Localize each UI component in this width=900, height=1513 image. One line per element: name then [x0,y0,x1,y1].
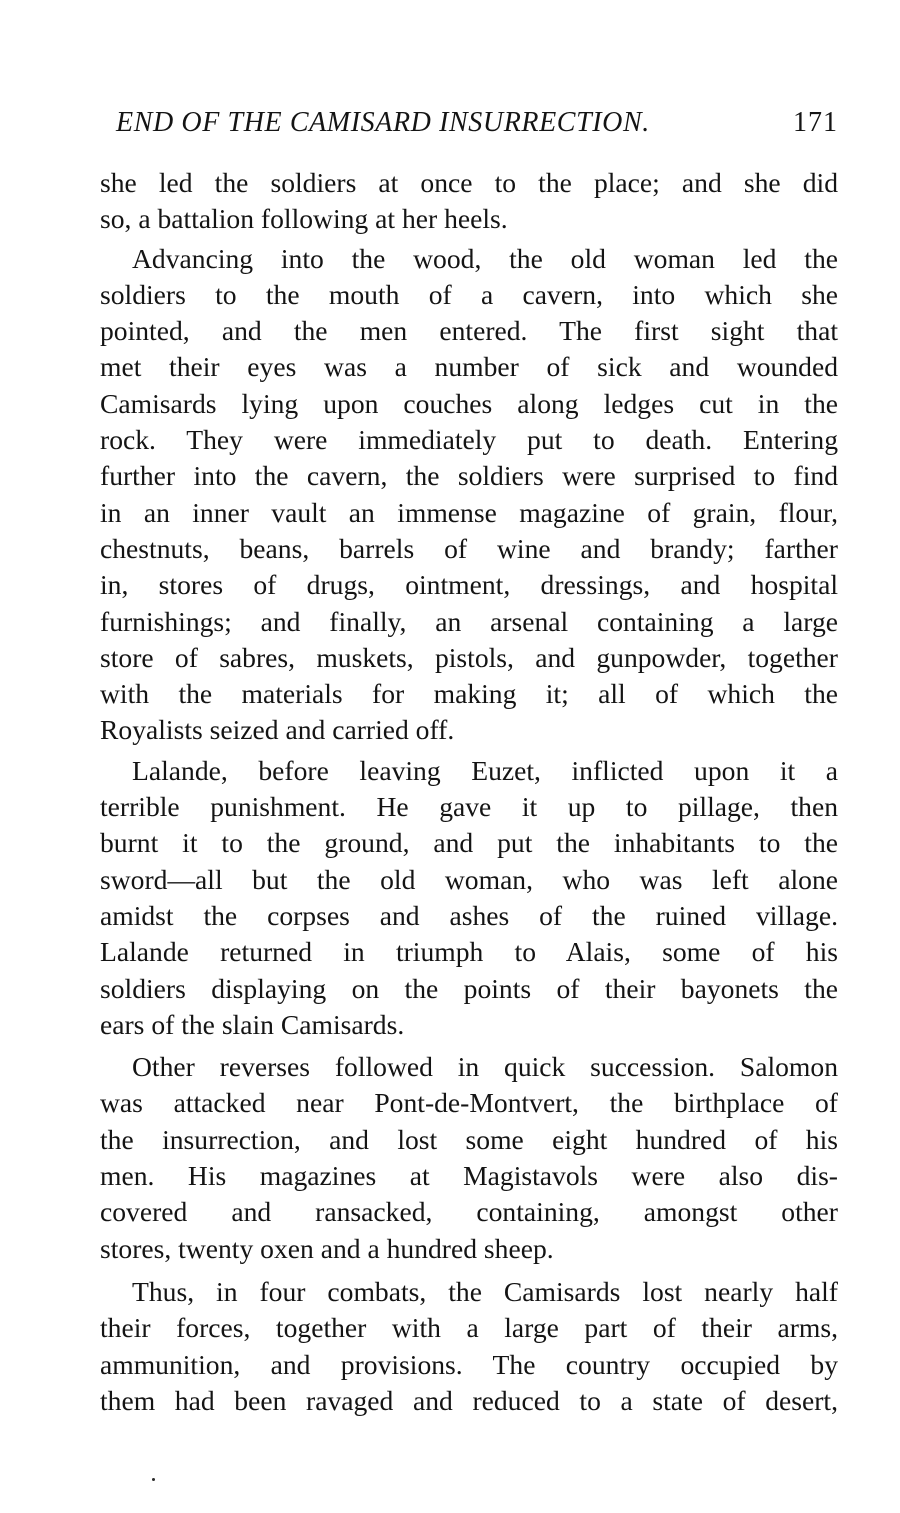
text-line: Other reverses followed in quick succession. Salomon [132,1051,838,1083]
paragraph-1 [100,165,838,238]
text-line: Lalande returned in triumph to Alais, some of his [100,936,838,968]
text-line: furnishings; and finally, an arsenal containing a large [100,605,838,637]
text-line: their forces, together with a large part of their arms, [100,1312,838,1344]
text-line: met their eyes was a number of sick and wounded [100,351,838,383]
text-line: store of sabres, muskets, pistols, and gunpowder, together [100,641,838,673]
ink-speck [152,1478,155,1481]
text-line: chestnuts, beans, barrels of wine and brandy; farther [100,532,838,564]
text-line: rock. They were immediately put to death. Entering [100,424,838,456]
text-line: further into the cavern, the soldiers were surprised to find [100,460,838,492]
text-line: Thus, in four combats, the Camisards lost nearly half [132,1275,838,1307]
text-line: Advancing into the wood, the old woman led the [132,242,838,274]
text-line: Lalande, before leaving Euzet, inflicted upon it a [132,754,838,786]
text-line: ammunition, and provisions. The country occupied by [100,1348,838,1380]
text-line: soldiers to the mouth of a cavern, into which she [100,278,838,310]
text-line: so, a battalion following at her heels. [100,203,508,235]
text-line: Royalists seized and carried off. [100,714,455,746]
paragraph-3 [100,753,838,1043]
text-line: amidst the corpses and ashes of the ruined village. [100,899,838,931]
text-line: was attacked near Pont-de-Montvert, the birthplace of [100,1087,838,1119]
text-line: the insurrection, and lost some eight hundred of his [100,1123,838,1155]
running-head-title: END OF THE CAMISARD INSURRECTION. [116,107,650,138]
text-line: in, stores of drugs, ointment, dressings, and hospital [100,569,838,601]
text-line: burnt it to the ground, and put the inhabitants to the [100,827,838,859]
text-line: covered and ransacked, containing, amongst other [100,1196,838,1228]
paragraph-4 [100,1049,838,1267]
text-line: men. His magazines at Magistavols were also dis- [100,1160,838,1192]
paragraph-5 [100,1274,838,1419]
text-line: stores, twenty oxen and a hundred sheep. [100,1232,554,1264]
text-line: terrible punishment. He gave it up to pillage, then [100,791,838,823]
text-line: them had been ravaged and reduced to a state of desert, [100,1384,838,1416]
running-head [100,103,838,143]
paragraph-2 [100,241,838,749]
text-line: she led the soldiers at once to the place; and she did [100,167,838,198]
text-line: ears of the slain Camisards. [100,1008,405,1040]
body-text [100,165,838,1419]
text-line: pointed, and the men entered. The first sight that [100,315,838,347]
text-line: with the materials for making it; all of which the [100,678,838,710]
text-line: sword—all but the old woman, who was left alone [100,863,838,895]
text-line: in an inner vault an immense magazine of grain, flour, [100,496,838,528]
text-line: Camisards lying upon couches along ledges cut in the [100,387,838,419]
text-line: soldiers displaying on the points of their bayonets the [100,972,838,1004]
page-number: 171 [793,107,838,138]
